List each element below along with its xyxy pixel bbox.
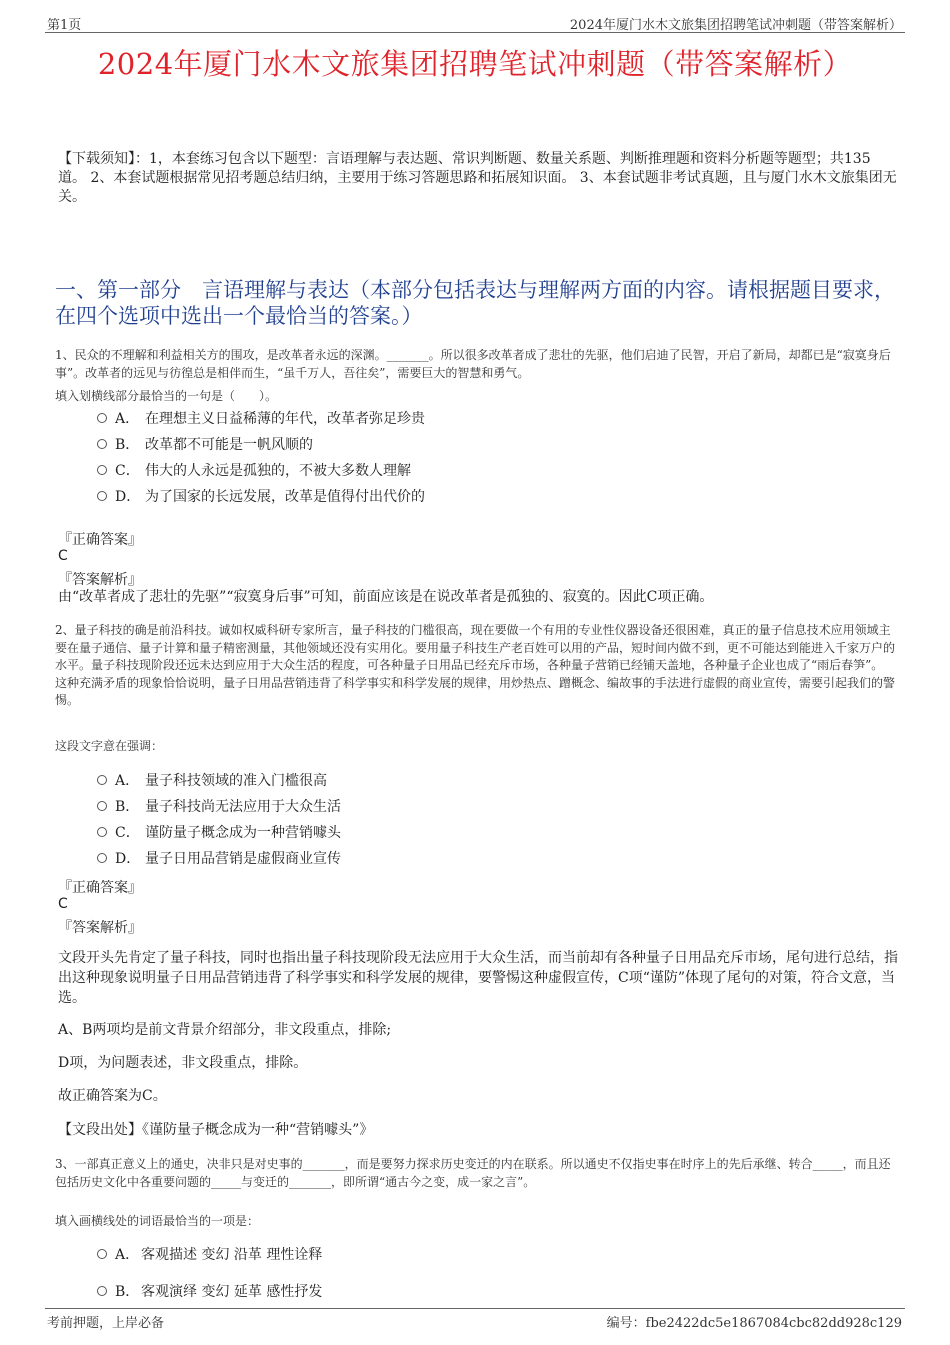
option-letter: C． — [115, 463, 140, 479]
q1-explanation: 由“改革者成了悲壮的先驱”“寂寞身后事”可知，前面应该是在说改革者是孤独的、寂寞的。因此C项正确。 — [58, 589, 714, 605]
radio-icon[interactable] — [97, 801, 107, 811]
footer-divider — [45, 1308, 905, 1309]
q1-correct-answer-label: 『正确答案』 — [58, 532, 142, 548]
q1-option-a[interactable] — [97, 409, 425, 429]
q2-correct-answer: C — [58, 896, 68, 912]
option-letter: A． — [115, 411, 140, 427]
footer-doc-id: 编号：fbe2422dc5e1867084cbc82dd928c129 — [606, 1316, 902, 1331]
q3-option-b[interactable] — [97, 1282, 322, 1302]
option-letter: C． — [115, 825, 140, 841]
option-letter: D． — [115, 489, 141, 505]
q1-correct-answer: C — [58, 548, 68, 564]
radio-icon[interactable] — [97, 413, 107, 423]
radio-icon[interactable] — [97, 465, 107, 475]
q3-option-a[interactable] — [97, 1245, 322, 1265]
q2-explanation-d: D项，为问题表述，非文段重点，排除。 — [58, 1055, 308, 1071]
footer-slogan: 考前押题，上岸必备 — [47, 1316, 165, 1331]
option-text: 伟大的人永远是孤独的，不被大多数人理解 — [145, 463, 411, 479]
q1-option-c[interactable] — [97, 461, 411, 481]
option-letter: B． — [115, 1284, 140, 1300]
radio-icon[interactable] — [97, 1286, 107, 1296]
header-doc-title: 2024年厦门水木文旅集团招聘笔试冲刺题（带答案解析） — [569, 18, 902, 33]
radio-icon[interactable] — [97, 775, 107, 785]
option-text: 量子日用品营销是虚假商业宣传 — [145, 851, 341, 867]
q2-explanation-ab: A、B两项均是前文背景介绍部分，非文段重点，排除; — [58, 1022, 392, 1038]
q2-correct-answer-label: 『正确答案』 — [58, 880, 142, 896]
q2-analysis-label: 『答案解析』 — [58, 920, 142, 936]
option-text: 量子科技尚无法应用于大众生活 — [145, 799, 341, 815]
radio-icon[interactable] — [97, 827, 107, 837]
question-3-text: 3、一部真正意义上的通史，决非只是对史事的_______，而是要努力探求历史变迁的内在联系。所以通史不仅指史事在时序上的先后承继、转合_____，而且还包括历史文化中各重要问题的_____与变迁的_______，即所谓“通古今之变，成一家之言”。 — [55, 1157, 891, 1189]
option-letter: B． — [115, 799, 140, 815]
question-2-prompt: 这段文字意在强调： — [55, 739, 164, 753]
radio-icon[interactable] — [97, 853, 107, 863]
radio-icon[interactable] — [97, 1249, 107, 1259]
q1-analysis-label: 『答案解析』 — [58, 572, 142, 588]
option-letter: A． — [115, 1247, 140, 1263]
question-1-text: 1、民众的不理解和利益相关方的围攻，是改革者永远的深渊。_______。所以很多改革者成了悲壮的先驱，他们启迪了民智，开启了新局，却都已是“寂寞身后事”。改革者的远见与彷徨总是相伴而生，“虽千万人，吾往矣”，需要巨大的智慧和勇气。 — [55, 348, 891, 380]
q1-option-d[interactable] — [97, 487, 425, 507]
option-text: 为了国家的长远发展，改革是值得付出代价的 — [145, 489, 425, 505]
radio-icon[interactable] — [97, 491, 107, 501]
option-text: 客观演绎 变幻 延革 感性抒发 — [141, 1284, 323, 1300]
download-notice: 【下载须知】：1，本套练习包含以下题型：言语理解与表达题、常识判断题、数量关系题、判断推理题和资料分析题等题型；共135道。 2、本套试题根据常见招考题总结归纳，主要用于练习答题思路和拓展知识面。 3、本套试题非考试真题，且与厦门水木文旅集团无关。 — [58, 151, 897, 205]
q2-option-b[interactable] — [97, 797, 341, 817]
option-letter: D． — [115, 851, 141, 867]
header-page-number: 第1页 — [47, 18, 82, 33]
page-title: 2024年厦门水木文旅集团招聘笔试冲刺题（带答案解析） — [97, 47, 853, 81]
option-letter: B． — [115, 437, 140, 453]
question-2-text: 2、量子科技的确是前沿科技。诚如权威科研专家所言，量子科技的门槛很高，现在要做一个有用的专业性仪器设备还很困难，真正的量子信息技术应用领域主要在量子通信、量子计算和量子精密测量，其他领域还没有实用化。要用量子科技生产老百姓可以用的产品，短时间内做不到，更不可能达到能进入千家万户的水平。量子科技现阶段还远未达到应用于大众生活的程度，可各种量子日用品已经充斥市场，各种量子营销已经铺天盖地，各种量子企业也成了“雨后春笋”。这种充满矛盾的现象恰恰说明，量子日用品营销违背了科学事实和科学发展的规律，用炒热点、蹭概念、编故事的手法进行虚假的商业宣传，需要引起我们的警惕。 — [55, 623, 896, 707]
option-text: 谨防量子概念成为一种营销噱头 — [145, 825, 341, 841]
option-text: 量子科技领域的准入门槛很高 — [145, 773, 327, 789]
header-divider — [45, 32, 905, 33]
question-1-prompt: 填入划横线部分最恰当的一句是（ ）。 — [55, 389, 278, 403]
section-heading: 一、第一部分 言语理解与表达（本部分包括表达与理解两方面的内容。请根据题目要求，在四个选项中选出一个最恰当的答案。） — [55, 278, 895, 328]
radio-icon[interactable] — [97, 439, 107, 449]
q2-option-a[interactable] — [97, 771, 327, 791]
option-text: 在理想主义日益稀薄的年代，改革者弥足珍贵 — [145, 411, 425, 427]
option-text: 客观描述 变幻 沿革 理性诠释 — [141, 1247, 323, 1263]
question-3-prompt: 填入画横线处的词语最恰当的一项是： — [55, 1214, 260, 1228]
option-text: 改革都不可能是一帆风顺的 — [145, 437, 313, 453]
q1-option-b[interactable] — [97, 435, 313, 455]
q2-option-d[interactable] — [97, 849, 341, 869]
option-letter: A． — [115, 773, 140, 789]
q2-explanation: 文段开头先肯定了量子科技，同时也指出量子科技现阶段无法应用于大众生活，而当前却有各种量子日用品充斥市场，尾句进行总结，指出这种现象说明量子日用品营销违背了科学事实和科学发展的规律，要警惕这种虚假宣传，C项“谨防”体现了尾句的对策，符合文意，当选。 — [58, 950, 898, 1006]
q2-explanation-conclusion: 故正确答案为C。 — [58, 1088, 167, 1104]
q2-source: 【文段出处】《谨防量子概念成为一种“营销噱头”》 — [58, 1122, 374, 1138]
q2-option-c[interactable] — [97, 823, 341, 843]
